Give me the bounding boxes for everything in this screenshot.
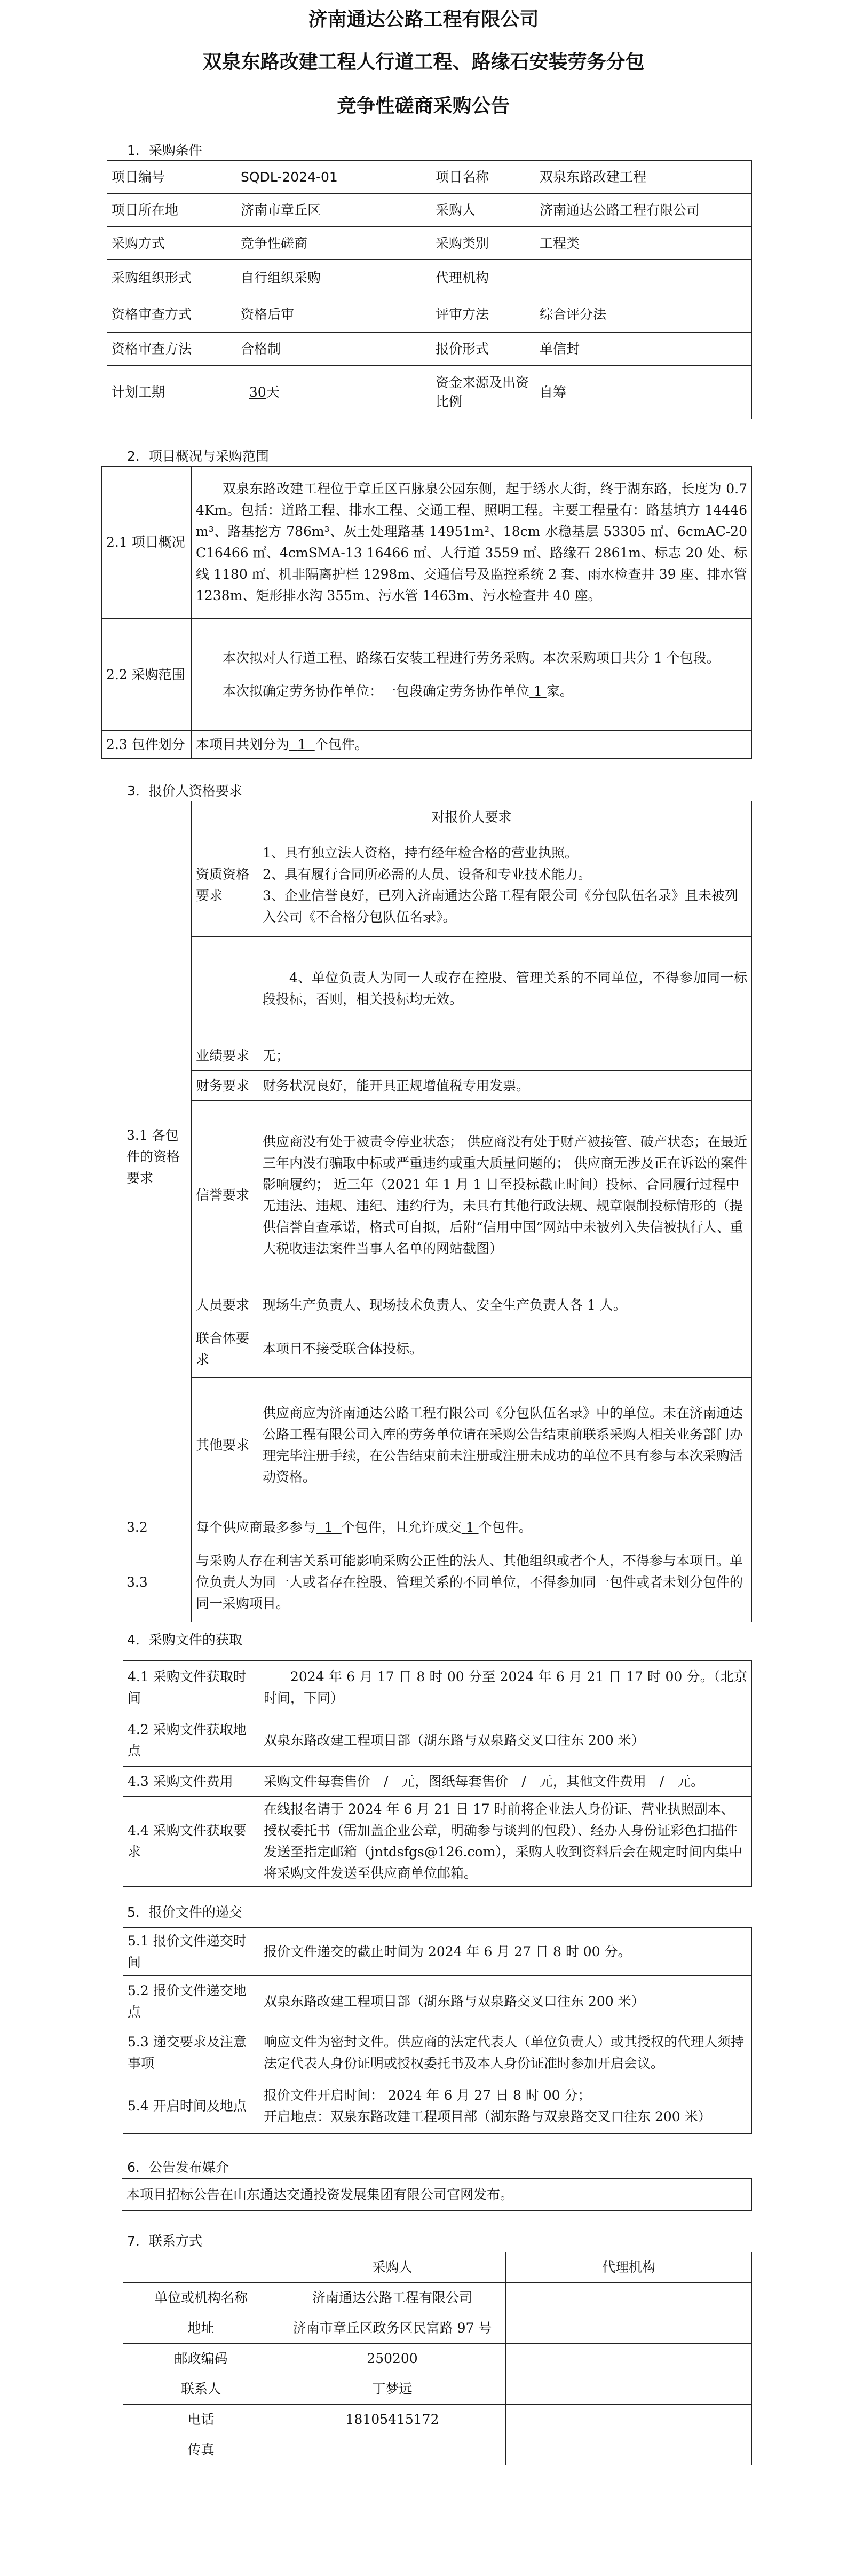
label-cell: 人员要求: [192, 1290, 258, 1320]
purchaser-phone: 18105415172: [279, 2405, 506, 2435]
label-cell: 单位或机构名称: [123, 2283, 279, 2313]
table-row: [123, 1976, 752, 2027]
organization-form-value: 自行组织采购: [236, 260, 431, 296]
table-row: [102, 619, 752, 731]
label-cell: 资格审查方式: [107, 296, 236, 333]
limit-text: 每个供应商最多参与: [196, 1519, 316, 1535]
header-cell: [123, 2252, 279, 2283]
company-title: 济南通达公路工程有限公司: [308, 8, 539, 30]
submission-deadline-value: 报价文件递交的截止时间为 2024 年 6 月 27 日 8 时 00 分。: [259, 1928, 752, 1976]
review-way-value: 资格后审: [236, 296, 431, 333]
location-value: 济南市章丘区: [236, 194, 431, 227]
label-cell: 2.3 包件划分: [102, 731, 192, 759]
scope-cell: [192, 619, 752, 731]
review-method-value: 合格制: [236, 333, 431, 366]
label-cell: 4.2 采购文件获取地点: [123, 1714, 259, 1767]
credit-value: 供应商没有处于被责令停业状态； 供应商没有处于财产被接管、破产状态；在最近三年内没有骗取中标或严重违约或重大质量问题的； 供应商无涉及正在诉讼的案件影响履约； 近三年（2021 年 1 月 1 日至投标截止时间）投标、合同履行过程中无违法、违规、违纪、违约行为，未具有其他行政法规、规章限制投标情形的（提供信誉自查承诺，格式可自拟，后附“信用中国”网站中未被列入失信被执行人、重大税收违法案件当事人名单的网站截图）: [258, 1101, 752, 1290]
agency-value: [535, 260, 752, 296]
requirement-item: 4、单位负责人为同一人或存在控股、管理关系的不同单位，不得参加同一标段投标，否则，相关投标均无效。: [258, 937, 752, 1041]
limit-number: 1: [465, 1519, 474, 1535]
label-cell: 其他要求: [192, 1378, 258, 1512]
category-value: 工程类: [535, 227, 752, 260]
section-1-heading: 1．采购条件: [127, 143, 202, 158]
conflict-of-interest-value: 与采购人存在利害关系可能影响采购公正性的法人、其他组织或者个人，不得参与本项目。单位负责人为同一人或者存在控股、管理关系的不同单位，不得参加同一包件或者未划分包件的同一采购项目。: [192, 1542, 752, 1622]
section-7-heading: 7．联系方式: [127, 2233, 202, 2249]
table-row: [107, 260, 752, 296]
document-acquisition-table: [123, 1660, 752, 1887]
table-row: [107, 194, 752, 227]
table-row: [123, 1797, 752, 1887]
finance-value: 财务状况良好，能开具正规增值税专用发票。: [258, 1071, 752, 1101]
table-row: [102, 731, 752, 759]
label-cell: 采购方式: [107, 227, 236, 260]
label-cell: 4.3 采购文件费用: [123, 1767, 259, 1797]
limit-text: 个包件。: [478, 1519, 532, 1535]
qualification-extra-table: [122, 1512, 752, 1622]
label-cell: 传真: [123, 2435, 279, 2465]
table-row: [107, 227, 752, 260]
table-row: [122, 1290, 752, 1320]
acquisition-time-value: 2024 年 6 月 17 日 8 时 00 分至 2024 年 6 月 21 日 17 时 00 分。（北京时间，下同）: [259, 1661, 752, 1714]
scope-text: 本次拟对人行道工程、路缘石安装工程进行劳务采购。本次采购项目共分 1 个包段。: [223, 650, 720, 666]
table-row: [122, 1071, 752, 1101]
label-cell: 项目所在地: [107, 194, 236, 227]
section-5-heading: 5．报价文件的递交: [127, 1904, 242, 1920]
submission-notes-value: 响应文件为密封文件。供应商的法定代表人（单位负责人）或其授权的代理人须持法定代表人身份证明或授权委托书及本人身份证准时参加开启会议。: [259, 2027, 752, 2078]
table-row: [122, 1101, 752, 1290]
scope-units-prefix: 本次拟确定劳务协作单位：一包段确定劳务协作单位: [223, 683, 530, 699]
submission-place-value: 双泉东路改建工程项目部（湖东路与双泉路交叉口往东 200 米）: [259, 1976, 752, 2027]
label-cell: 2.2 采购范围: [102, 619, 192, 731]
media-table: [122, 2178, 752, 2211]
label-cell: 业绩要求: [192, 1041, 258, 1071]
project-title: 双泉东路改建工程人行道工程、路缘石安装劳务分包: [202, 51, 645, 73]
package-limit-value: [192, 1512, 752, 1542]
requirement-item: 1、具有独立法人资格，持有经年检合格的营业执照。: [263, 845, 578, 861]
table-row: [107, 333, 752, 366]
opening-value: [259, 2078, 752, 2134]
table-row: [123, 2374, 752, 2405]
table-row: [122, 937, 752, 1041]
label-cell: 采购人: [431, 194, 535, 227]
agency-name: [506, 2283, 752, 2313]
label-cell: 3.1 各包件的资格要求: [122, 801, 192, 1512]
label-cell: 2.1 项目概况: [102, 467, 192, 619]
opening-place: 开启地点：双泉东路改建工程项目部（湖东路与双泉路交叉口往东 200 米）: [264, 2108, 711, 2124]
label-cell: 资格审查方法: [107, 333, 236, 366]
requirement-item: 2、具有履行合同所必需的人员、设备和专业技术能力。: [263, 866, 591, 882]
scope-units-number: 1: [533, 683, 542, 699]
document-type-title: 竞争性磋商采购公告: [337, 94, 510, 117]
fund-source-value: 自筹: [535, 366, 752, 419]
label-cell: 电话: [123, 2405, 279, 2435]
table-row: [107, 296, 752, 333]
table-row: [123, 2313, 752, 2344]
table-row: [107, 366, 752, 419]
table-row: [123, 2283, 752, 2313]
purchaser-contact-person: 丁梦远: [279, 2374, 506, 2405]
requirement-item: 3、企业信誉良好，已列入济南通达公路工程有限公司《分包队伍名录》且未被列入公司《不合格分包队伍名录》。: [263, 887, 738, 925]
label-cell: 5.3 递交要求及注意事项: [123, 2027, 259, 2078]
table-row: [122, 833, 752, 937]
acquisition-place-value: 双泉东路改建工程项目部（湖东路与双泉路交叉口往东 200 米）: [259, 1714, 752, 1767]
agency-address: [506, 2313, 752, 2344]
duration-number: 30: [249, 384, 266, 400]
label-cell: 4.4 采购文件获取要求: [123, 1797, 259, 1887]
project-overview-table: [101, 466, 752, 759]
table-row: [122, 801, 752, 833]
duration-value: [236, 366, 431, 419]
agency-postcode: [506, 2344, 752, 2374]
other-requirements-value: 供应商应为济南通达公路工程有限公司《分包队伍名录》中的单位。未在济南通达公路工程有限公司入库的劳务单位请在采购公告结束前联系采购人相关业务部门办理完毕注册手续，在公告结束前未注册或注册未成功的单位不具有参与本次采购活动资格。: [258, 1378, 752, 1512]
package-number: 1: [297, 736, 306, 752]
label-cell: 地址: [123, 2313, 279, 2344]
agency-header: 代理机构: [506, 2252, 752, 2283]
table-row: [122, 1512, 752, 1542]
table-row: [123, 2027, 752, 2078]
table-row: [123, 1661, 752, 1714]
limit-text: 个包件，且允许成交: [341, 1519, 462, 1535]
agency-contact-person: [506, 2374, 752, 2405]
label-cell: 5.4 开启时间及地点: [123, 2078, 259, 2134]
project-number-value: SQDL-2024-01: [236, 161, 431, 194]
label-cell: 4.1 采购文件获取时间: [123, 1661, 259, 1714]
table-row: [102, 467, 752, 619]
table-row: [123, 1928, 752, 1976]
evaluation-method-value: 综合评分法: [535, 296, 752, 333]
package-prefix: 本项目共划分为: [196, 736, 290, 752]
duration-unit: 天: [266, 384, 280, 400]
table-row: [123, 2252, 752, 2283]
label-cell: 邮政编码: [123, 2344, 279, 2374]
table-row: [122, 1320, 752, 1378]
label-cell: 报价形式: [431, 333, 535, 366]
purchaser-postcode: 250200: [279, 2344, 506, 2374]
opening-time: 报价文件开启时间： 2024 年 6 月 27 日 8 时 00 分；: [264, 2087, 591, 2103]
document-fee-value: 采购文件每套售价__/__元，图纸每套售价__/__元，其他文件费用__/__元。: [259, 1767, 752, 1797]
personnel-value: 现场生产负责人、现场技术负责人、安全生产负责人各 1 人。: [258, 1290, 752, 1320]
table-row: [123, 1767, 752, 1797]
package-suffix: 个包件。: [314, 736, 368, 752]
acquisition-requirements-value: 在线报名请于 2024 年 6 月 21 日 17 时前将企业法人身份证、营业执照副本、授权委托书（需加盖企业公章，明确参与谈判的包段）、经办人身份证彩色扫描件发送至指定邮箱（jntdsfgs@126.com），采购人收到资料后会在规定时间内集中将采购文件发送至供应商单位邮箱。: [259, 1797, 752, 1887]
label-cell: 5.2 报价文件递交地点: [123, 1976, 259, 2027]
qualification-table: [122, 801, 752, 1512]
purchaser-address: 济南市章丘区政务区民富路 97 号: [279, 2313, 506, 2344]
label-cell: 信誉要求: [192, 1101, 258, 1290]
label-cell: [192, 937, 258, 1041]
performance-value: 无；: [258, 1041, 752, 1071]
agency-fax: [506, 2435, 752, 2465]
label-cell: 项目编号: [107, 161, 236, 194]
scope-units-text: [196, 681, 747, 702]
table-row: [122, 1378, 752, 1512]
purchaser-fax: [279, 2435, 506, 2465]
section-4-heading: 4．采购文件的获取: [127, 1632, 242, 1648]
label-cell: 3.3: [122, 1542, 192, 1622]
submission-table: [123, 1927, 752, 2134]
agency-phone: [506, 2405, 752, 2435]
table-row: [122, 1542, 752, 1622]
label-cell: 评审方法: [431, 296, 535, 333]
limit-number: 1: [324, 1519, 333, 1535]
consortium-value: 本项目不接受联合体投标。: [258, 1320, 752, 1378]
project-name-value: 双泉东路改建工程: [535, 161, 752, 194]
purchaser-header: 采购人: [279, 2252, 506, 2283]
publication-media-text: 本项目招标公告在山东通达交通投资发展集团有限公司官网发布。: [122, 2179, 752, 2211]
overview-text: 双泉东路改建工程位于章丘区百脉泉公园东侧，起于绣水大街，终于湖东路，长度为 0.74Km。包括：道路工程、排水工程、交通工程、照明工程。主要工程量有：路基填方 14446m³、路基挖方 786m³、灰土处理路基 14951m²、18cm 水稳基层 53305 ㎡、6cmAC-20C16466 ㎡、4cmSMA-13 16466 ㎡、人行道 3559 ㎡、路缘石 2861m、标志 20 处、标线 1180 ㎡、机非隔离护栏 1298m、交通信号及监控系统 2 套、雨水检查井 39 座、排水管 1238m、矩形排水沟 355m、污水管 1463m、污水检查井 40 座。: [192, 467, 752, 619]
package-division-value: [192, 731, 752, 759]
procurement-conditions-table: [107, 160, 752, 419]
requirements-header: 对报价人要求: [192, 801, 752, 833]
table-row: [123, 2078, 752, 2134]
quote-form-value: 单信封: [535, 333, 752, 366]
label-cell: 3.2: [122, 1512, 192, 1542]
scope-units-suffix: 家。: [546, 683, 573, 699]
table-row: [123, 2435, 752, 2465]
table-row: [123, 1714, 752, 1767]
label-cell: 采购类别: [431, 227, 535, 260]
section-6-heading: 6．公告发布媒介: [127, 2160, 229, 2175]
table-row: [107, 161, 752, 194]
label-cell: 项目名称: [431, 161, 535, 194]
table-row: [123, 2344, 752, 2374]
label-cell: 联系人: [123, 2374, 279, 2405]
label-cell: 联合体要求: [192, 1320, 258, 1378]
table-row: [123, 2405, 752, 2435]
purchaser-name: 济南通达公路工程有限公司: [279, 2283, 506, 2313]
label-cell: 5.1 报价文件递交时间: [123, 1928, 259, 1976]
contact-table: [123, 2252, 752, 2465]
method-value: 竞争性磋商: [236, 227, 431, 260]
label-cell: 代理机构: [431, 260, 535, 296]
section-2-heading: 2．项目概况与采购范围: [127, 448, 269, 464]
qualification-requirements: [258, 833, 752, 937]
label-cell: 计划工期: [107, 366, 236, 419]
purchaser-value: 济南通达公路工程有限公司: [535, 194, 752, 227]
label-cell: 资质资格要求: [192, 833, 258, 937]
section-3-heading: 3．报价人资格要求: [127, 783, 242, 799]
table-row: [122, 1041, 752, 1071]
table-row: [122, 2179, 752, 2211]
label-cell: 采购组织形式: [107, 260, 236, 296]
label-cell: 财务要求: [192, 1071, 258, 1101]
label-cell: 资金来源及出资比例: [431, 366, 535, 419]
